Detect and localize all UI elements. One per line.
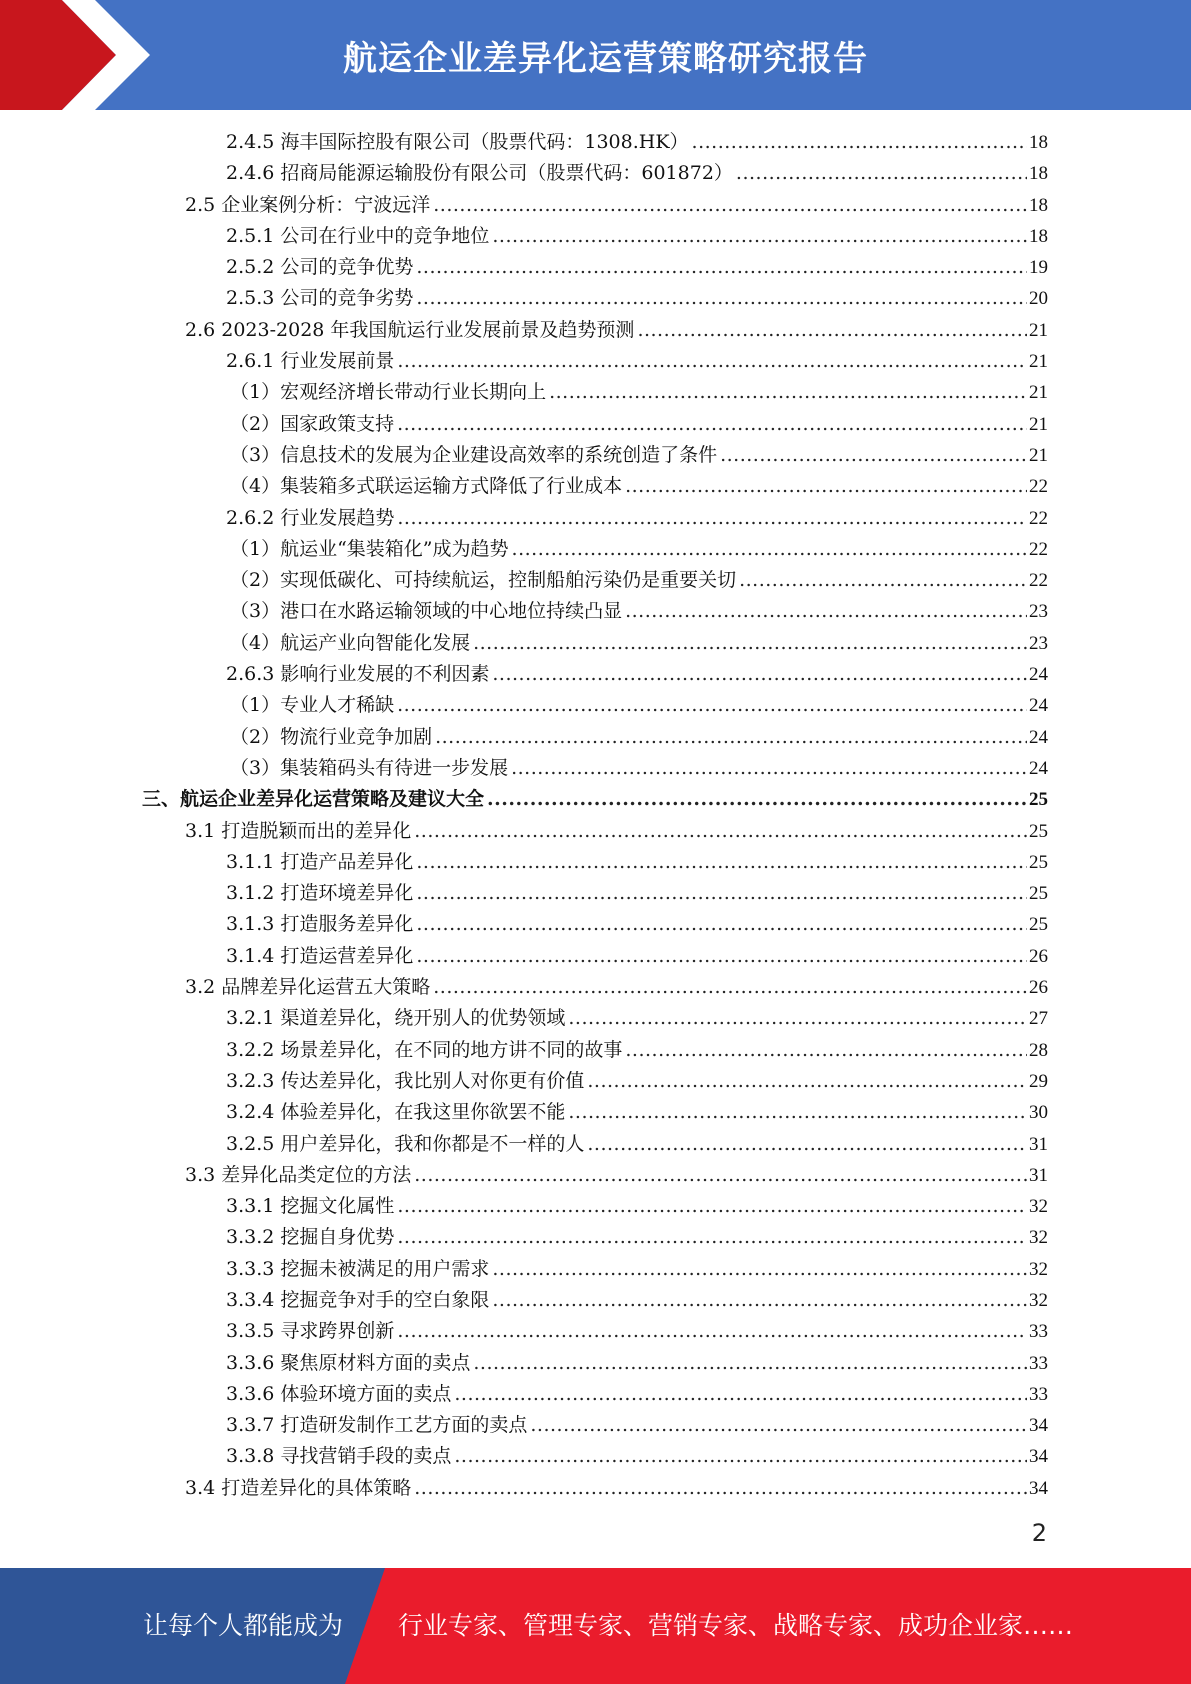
toc-dot-leader bbox=[397, 1191, 1027, 1222]
toc-entry-page: 24 bbox=[1029, 695, 1048, 717]
toc-entry-page: 18 bbox=[1029, 163, 1048, 185]
toc-dot-leader bbox=[625, 471, 1027, 502]
toc-entry-label: 3.1 打造脱颖而出的差异化 bbox=[185, 819, 412, 842]
toc-dot-leader bbox=[433, 972, 1027, 1003]
toc-entry[interactable] bbox=[0, 1316, 1191, 1347]
toc-dot-leader bbox=[692, 127, 1027, 158]
toc-entry-label: 3.2 品牌差异化运营五大策略 bbox=[185, 976, 431, 999]
toc-entry[interactable] bbox=[0, 878, 1191, 909]
toc-entry-label: 2.5.3 公司的竞争劣势 bbox=[226, 287, 414, 310]
toc-entry-page: 21 bbox=[1029, 444, 1048, 466]
toc-dot-leader bbox=[492, 221, 1027, 252]
toc-entry-label: 3.3 差异化品类定位的方法 bbox=[185, 1163, 412, 1186]
toc-entry[interactable] bbox=[0, 534, 1191, 565]
toc-entry[interactable] bbox=[0, 596, 1191, 627]
toc-entry[interactable] bbox=[0, 1003, 1191, 1034]
toc-entry-label: 2.6 2023-2028 年我国航运行业发展前景及趋势预测 bbox=[185, 318, 635, 341]
toc-dot-leader bbox=[397, 346, 1027, 377]
toc-entry-page: 33 bbox=[1029, 1383, 1048, 1405]
toc-dot-leader bbox=[587, 1066, 1027, 1097]
toc-entry-label: （1）宏观经济增长带动行业长期向上 bbox=[230, 381, 547, 404]
toc-entry-page: 30 bbox=[1029, 1102, 1048, 1124]
toc-entry[interactable] bbox=[0, 1285, 1191, 1316]
footer-slogan-right: 行业专家、管理专家、营销专家、战略专家、成功企业家…… bbox=[398, 1611, 1074, 1640]
toc-entry-page: 29 bbox=[1029, 1070, 1048, 1092]
toc-dot-leader bbox=[530, 1410, 1027, 1441]
toc-entry[interactable] bbox=[0, 784, 1191, 815]
toc-entry-page: 18 bbox=[1029, 194, 1048, 216]
toc-entry-label: （3）集装箱码头有待进一步发展 bbox=[230, 756, 509, 779]
toc-entry[interactable] bbox=[0, 377, 1191, 408]
toc-dot-leader bbox=[568, 1097, 1027, 1128]
toc-dot-leader bbox=[625, 596, 1027, 627]
toc-entry-page: 32 bbox=[1029, 1289, 1048, 1311]
toc-dot-leader bbox=[433, 190, 1027, 221]
toc-entry-page: 31 bbox=[1029, 1164, 1048, 1186]
toc-entry[interactable] bbox=[0, 816, 1191, 847]
toc-entry-page: 21 bbox=[1029, 413, 1048, 435]
toc-entry-page: 32 bbox=[1029, 1227, 1048, 1249]
toc-entry-label: （4）航运产业向智能化发展 bbox=[230, 631, 471, 654]
toc-entry[interactable] bbox=[0, 1222, 1191, 1253]
toc-entry-label: 2.4.6 招商局能源运输股份有限公司（股票代码：601872） bbox=[226, 162, 733, 185]
toc-entry[interactable] bbox=[0, 1473, 1191, 1504]
toc-entry[interactable] bbox=[0, 252, 1191, 283]
toc-entry-label: （3）港口在水路运输领域的中心地位持续凸显 bbox=[230, 600, 623, 623]
toc-entry-label: 3.2.5 用户差异化，我和你都是不一样的人 bbox=[226, 1132, 585, 1155]
toc-entry[interactable] bbox=[0, 221, 1191, 252]
footer-slogan-left: 让每个人都能成为 bbox=[143, 1611, 344, 1640]
toc-entry-label: 2.6.2 行业发展趋势 bbox=[226, 506, 395, 529]
toc-dot-leader bbox=[473, 1348, 1027, 1379]
toc-dot-leader bbox=[720, 440, 1027, 471]
toc-dot-leader bbox=[397, 409, 1027, 440]
toc-entry[interactable] bbox=[0, 346, 1191, 377]
toc-entry[interactable] bbox=[0, 471, 1191, 502]
toc-entry[interactable] bbox=[0, 659, 1191, 690]
toc-dot-leader bbox=[454, 1379, 1027, 1410]
toc-entry-label: 3.2.2 场景差异化，在不同的地方讲不同的故事 bbox=[226, 1038, 623, 1061]
toc-entry-page: 22 bbox=[1029, 476, 1048, 498]
toc-entry-page: 34 bbox=[1029, 1477, 1048, 1499]
toc-entry[interactable] bbox=[0, 1129, 1191, 1160]
toc-entry[interactable] bbox=[0, 1254, 1191, 1285]
toc-entry-page: 25 bbox=[1029, 789, 1048, 811]
toc-entry-page: 28 bbox=[1029, 1039, 1048, 1061]
toc-entry[interactable] bbox=[0, 722, 1191, 753]
toc-dot-leader bbox=[492, 659, 1027, 690]
toc-entry-page: 22 bbox=[1029, 570, 1048, 592]
toc-dot-leader bbox=[397, 1222, 1027, 1253]
toc-entry-label: （2）实现低碳化、可持续航运，控制船舶污染仍是重要关切 bbox=[230, 569, 737, 592]
toc-entry-label: 3.1.1 打造产品差异化 bbox=[226, 850, 414, 873]
toc-entry-label: 2.6.3 影响行业发展的不利因素 bbox=[226, 663, 490, 686]
toc-dot-leader bbox=[416, 941, 1027, 972]
toc-entry-page: 24 bbox=[1029, 726, 1048, 748]
toc-entry-page: 34 bbox=[1029, 1446, 1048, 1468]
toc-entry-page: 33 bbox=[1029, 1321, 1048, 1343]
toc-dot-leader bbox=[454, 1441, 1027, 1472]
report-title: 航运企业差异化运营策略研究报告 bbox=[343, 38, 868, 79]
toc-entry[interactable] bbox=[0, 1441, 1191, 1472]
toc-dot-leader bbox=[587, 1129, 1027, 1160]
toc-entry-label: 3.2.3 传达差异化，我比别人对你更有价值 bbox=[226, 1069, 585, 1092]
toc-entry[interactable] bbox=[0, 690, 1191, 721]
toc-entry[interactable] bbox=[0, 565, 1191, 596]
toc-dot-leader bbox=[487, 784, 1027, 815]
toc-entry[interactable] bbox=[0, 409, 1191, 440]
toc-dot-leader bbox=[512, 534, 1027, 565]
toc-entry-page: 21 bbox=[1029, 382, 1048, 404]
toc-entry-label: 2.4.5 海丰国际控股有限公司（股票代码：1308.HK） bbox=[226, 131, 689, 153]
toc-dot-leader bbox=[637, 315, 1027, 346]
toc-entry-page: 21 bbox=[1029, 319, 1048, 341]
toc-entry-page: 23 bbox=[1029, 601, 1048, 623]
toc-dot-leader bbox=[397, 503, 1027, 534]
toc-entry[interactable] bbox=[0, 1379, 1191, 1410]
toc-entry-label: 三、航运企业差异化运营策略及建议大全 bbox=[142, 788, 485, 811]
toc-entry-page: 27 bbox=[1029, 1008, 1048, 1030]
toc-dot-leader bbox=[416, 252, 1027, 283]
toc-entry-page: 31 bbox=[1029, 1133, 1048, 1155]
toc-dot-leader bbox=[397, 1316, 1027, 1347]
toc-entry-label: 3.3.8 寻找营销手段的卖点 bbox=[226, 1445, 452, 1468]
toc-dot-leader bbox=[492, 1254, 1027, 1285]
toc-entry[interactable] bbox=[0, 1035, 1191, 1066]
toc-entry-page: 21 bbox=[1029, 351, 1048, 373]
toc-entry-page: 22 bbox=[1029, 507, 1048, 529]
toc-entry-label: （1）航运业“集装箱化”成为趋势 bbox=[230, 537, 509, 560]
toc-dot-leader bbox=[416, 909, 1027, 940]
toc-entry-label: 2.6.1 行业发展前景 bbox=[226, 350, 395, 373]
toc-entry-label: 3.2.4 体验差异化，在我这里你欲罢不能 bbox=[226, 1101, 566, 1124]
toc-entry-label: （2）物流行业竞争加剧 bbox=[230, 725, 433, 748]
toc-entry-label: 3.3.6 体验环境方面的卖点 bbox=[226, 1382, 452, 1405]
toc-entry[interactable] bbox=[0, 440, 1191, 471]
toc-entry-page: 26 bbox=[1029, 945, 1048, 967]
page-header bbox=[0, 0, 1191, 110]
toc-entry-label: 3.1.4 打造运营差异化 bbox=[226, 944, 414, 967]
toc-entry-label: 2.5.1 公司在行业中的竞争地位 bbox=[226, 224, 490, 247]
toc-dot-leader bbox=[492, 1285, 1027, 1316]
toc-entry[interactable] bbox=[0, 1191, 1191, 1222]
toc-dot-leader bbox=[511, 753, 1027, 784]
toc-entry-label: （4）集装箱多式联运运输方式降低了行业成本 bbox=[230, 475, 623, 498]
toc-entry[interactable] bbox=[0, 283, 1191, 314]
toc-entry-label: （2）国家政策支持 bbox=[230, 412, 395, 435]
toc-dot-leader bbox=[414, 816, 1027, 847]
toc-entry-page: 23 bbox=[1029, 632, 1048, 654]
toc-entry-label: 3.4 打造差异化的具体策略 bbox=[185, 1476, 412, 1499]
toc-dot-leader bbox=[414, 1160, 1027, 1191]
toc-entry-label: 3.2.1 渠道差异化，绕开别人的优势领域 bbox=[226, 1007, 566, 1030]
toc-dot-leader bbox=[397, 690, 1027, 721]
toc-entry-label: 3.3.7 打造研发制作工艺方面的卖点 bbox=[226, 1414, 528, 1437]
toc-entry-label: 2.5 企业案例分析：宁波远洋 bbox=[185, 193, 431, 216]
toc-entry-page: 25 bbox=[1029, 851, 1048, 873]
toc-entry-page: 24 bbox=[1029, 757, 1048, 779]
toc-entry[interactable] bbox=[0, 190, 1191, 221]
toc-dot-leader bbox=[435, 722, 1027, 753]
toc-entry-label: （1）专业人才稀缺 bbox=[230, 694, 395, 717]
toc-dot-leader bbox=[416, 283, 1027, 314]
toc-entry-label: 3.3.2 挖掘自身优势 bbox=[226, 1226, 395, 1249]
toc-entry-page: 24 bbox=[1029, 664, 1048, 686]
toc-entry-label: 3.3.6 聚焦原材料方面的卖点 bbox=[226, 1351, 471, 1374]
toc-dot-leader bbox=[568, 1003, 1027, 1034]
toc-entry[interactable] bbox=[0, 315, 1191, 346]
toc-entry[interactable] bbox=[0, 753, 1191, 784]
toc-entry-page: 20 bbox=[1029, 288, 1048, 310]
toc-entry-label: 3.3.1 挖掘文化属性 bbox=[226, 1195, 395, 1218]
toc-entry-page: 25 bbox=[1029, 883, 1048, 905]
toc-entry-label: 3.3.5 寻求跨界创新 bbox=[226, 1320, 395, 1343]
toc-entry-page: 26 bbox=[1029, 977, 1048, 999]
toc-entry-label: 3.1.3 打造服务差异化 bbox=[226, 913, 414, 936]
toc-entry[interactable] bbox=[0, 1410, 1191, 1441]
toc-entry[interactable] bbox=[0, 127, 1191, 158]
toc-entry[interactable] bbox=[0, 628, 1191, 659]
toc-entry[interactable] bbox=[0, 1348, 1191, 1379]
table-of-contents bbox=[0, 127, 1191, 1504]
toc-entry-page: 19 bbox=[1029, 257, 1048, 279]
toc-entry[interactable] bbox=[0, 847, 1191, 878]
toc-entry-page: 18 bbox=[1029, 225, 1048, 247]
toc-entry-page: 32 bbox=[1029, 1196, 1048, 1218]
toc-entry[interactable] bbox=[0, 1097, 1191, 1128]
toc-dot-leader bbox=[736, 158, 1027, 189]
toc-entry-label: 3.1.2 打造环境差异化 bbox=[226, 882, 414, 905]
toc-entry-page: 25 bbox=[1029, 914, 1048, 936]
toc-dot-leader bbox=[739, 565, 1027, 596]
toc-dot-leader bbox=[416, 847, 1027, 878]
toc-entry-page: 25 bbox=[1029, 820, 1048, 842]
toc-dot-leader bbox=[473, 628, 1027, 659]
toc-entry[interactable] bbox=[0, 941, 1191, 972]
toc-dot-leader bbox=[416, 878, 1027, 909]
toc-entry[interactable] bbox=[0, 972, 1191, 1003]
page-number: 2 bbox=[1031, 1519, 1047, 1547]
toc-entry-page: 22 bbox=[1029, 538, 1048, 560]
toc-entry-page: 34 bbox=[1029, 1415, 1048, 1437]
toc-entry-label: 2.5.2 公司的竞争优势 bbox=[226, 256, 414, 279]
toc-entry-page: 32 bbox=[1029, 1258, 1048, 1280]
toc-entry-label: （3）信息技术的发展为企业建设高效率的系统创造了条件 bbox=[230, 443, 718, 466]
toc-entry-label: 3.3.4 挖掘竞争对手的空白象限 bbox=[226, 1288, 490, 1311]
toc-entry[interactable] bbox=[0, 503, 1191, 534]
toc-entry-label: 3.3.3 挖掘未被满足的用户需求 bbox=[226, 1257, 490, 1280]
toc-entry[interactable] bbox=[0, 1066, 1191, 1097]
toc-entry[interactable] bbox=[0, 909, 1191, 940]
toc-entry[interactable] bbox=[0, 158, 1191, 189]
toc-dot-leader bbox=[414, 1473, 1027, 1504]
toc-entry-page: 33 bbox=[1029, 1352, 1048, 1374]
toc-entry-page: 18 bbox=[1029, 132, 1048, 153]
page-footer bbox=[0, 1568, 1191, 1684]
toc-dot-leader bbox=[549, 377, 1027, 408]
toc-entry[interactable] bbox=[0, 1160, 1191, 1191]
toc-dot-leader bbox=[625, 1035, 1027, 1066]
